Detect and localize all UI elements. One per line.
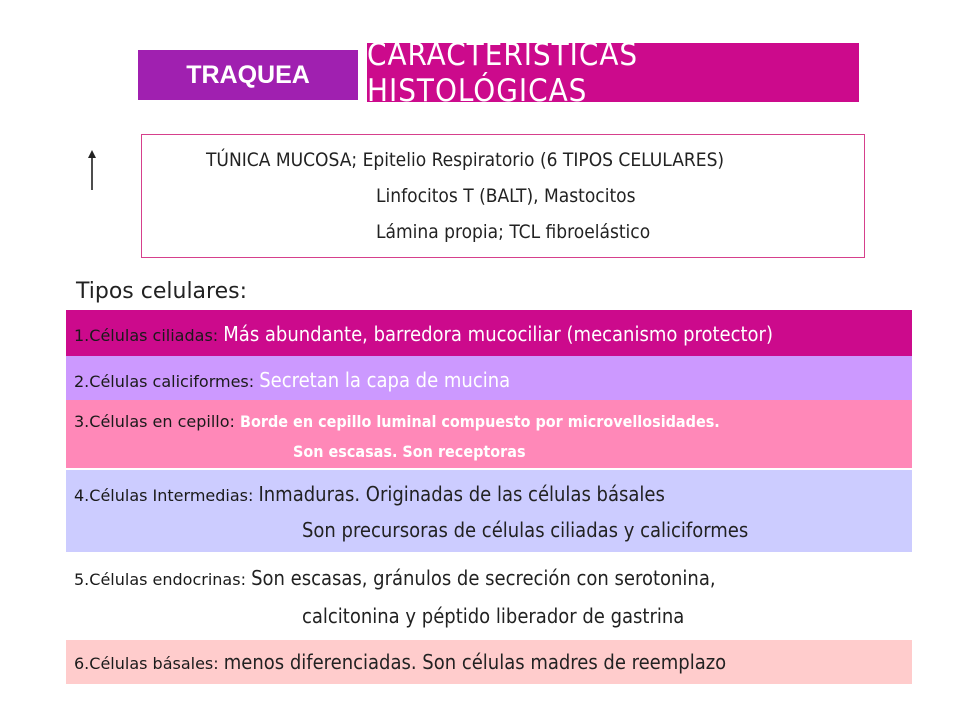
cell-type-caliciformes	[66, 356, 912, 400]
cell-type-desc: menos diferenciadas. Son células madres de reemplazo	[223, 650, 727, 674]
arrow-up-icon	[86, 150, 98, 190]
mucosa-line-3: Lámina propia; TCL fibroelástico	[376, 221, 651, 243]
tipos-celulares-heading: Tipos celulares:	[76, 279, 248, 304]
cell-type-label: 1.Células ciliadas:	[74, 326, 219, 345]
cell-type-desc: Secretan la capa de mucina	[259, 368, 511, 392]
cell-type-ciliadas	[66, 310, 912, 356]
cell-type-desc-line-2: Son escasas. Son receptoras	[293, 442, 526, 461]
mucosa-line-2: Linfocitos T (BALT), Mastocitos	[376, 185, 636, 207]
cell-type-label: 6.Células básales:	[74, 654, 219, 673]
page-title: CARACTERÍSTICAS HISTOLÓGICAS	[367, 43, 859, 102]
cell-type-label: 5.Células endocrinas:	[74, 570, 246, 589]
mucosa-line-1: TÚNICA MUCOSA; Epitelio Respiratorio (6 TIPOS CELULARES)	[206, 149, 725, 171]
cell-type-endocrinas	[66, 560, 912, 636]
tunica-mucosa-box	[141, 134, 865, 258]
cell-type-desc-line-2: Son precursoras de células ciliadas y caliciformes	[302, 518, 749, 542]
cell-type-desc-line-2: calcitonina y péptido liberador de gastrina	[302, 604, 685, 628]
cell-type-label: 2.Células caliciformes:	[74, 372, 255, 391]
cell-type-basales	[66, 640, 912, 684]
cell-type-label: 4.Células Intermedias:	[74, 486, 254, 505]
cell-type-desc: Son escasas, gránulos de secreción con serotonina,	[251, 566, 716, 590]
cell-type-desc: Inmaduras. Originadas de las células básales	[258, 482, 665, 506]
cell-type-desc: Más abundante, barredora mucociliar (mecanismo protector)	[223, 322, 773, 346]
traquea-tag: TRAQUEA	[138, 50, 358, 100]
cell-type-cepillo	[66, 400, 912, 468]
cell-type-label: 3.Células en cepillo:	[74, 412, 235, 431]
cell-type-intermedias	[66, 470, 912, 552]
cell-type-desc: Borde en cepillo luminal compuesto por microvellosidades.	[240, 412, 720, 431]
